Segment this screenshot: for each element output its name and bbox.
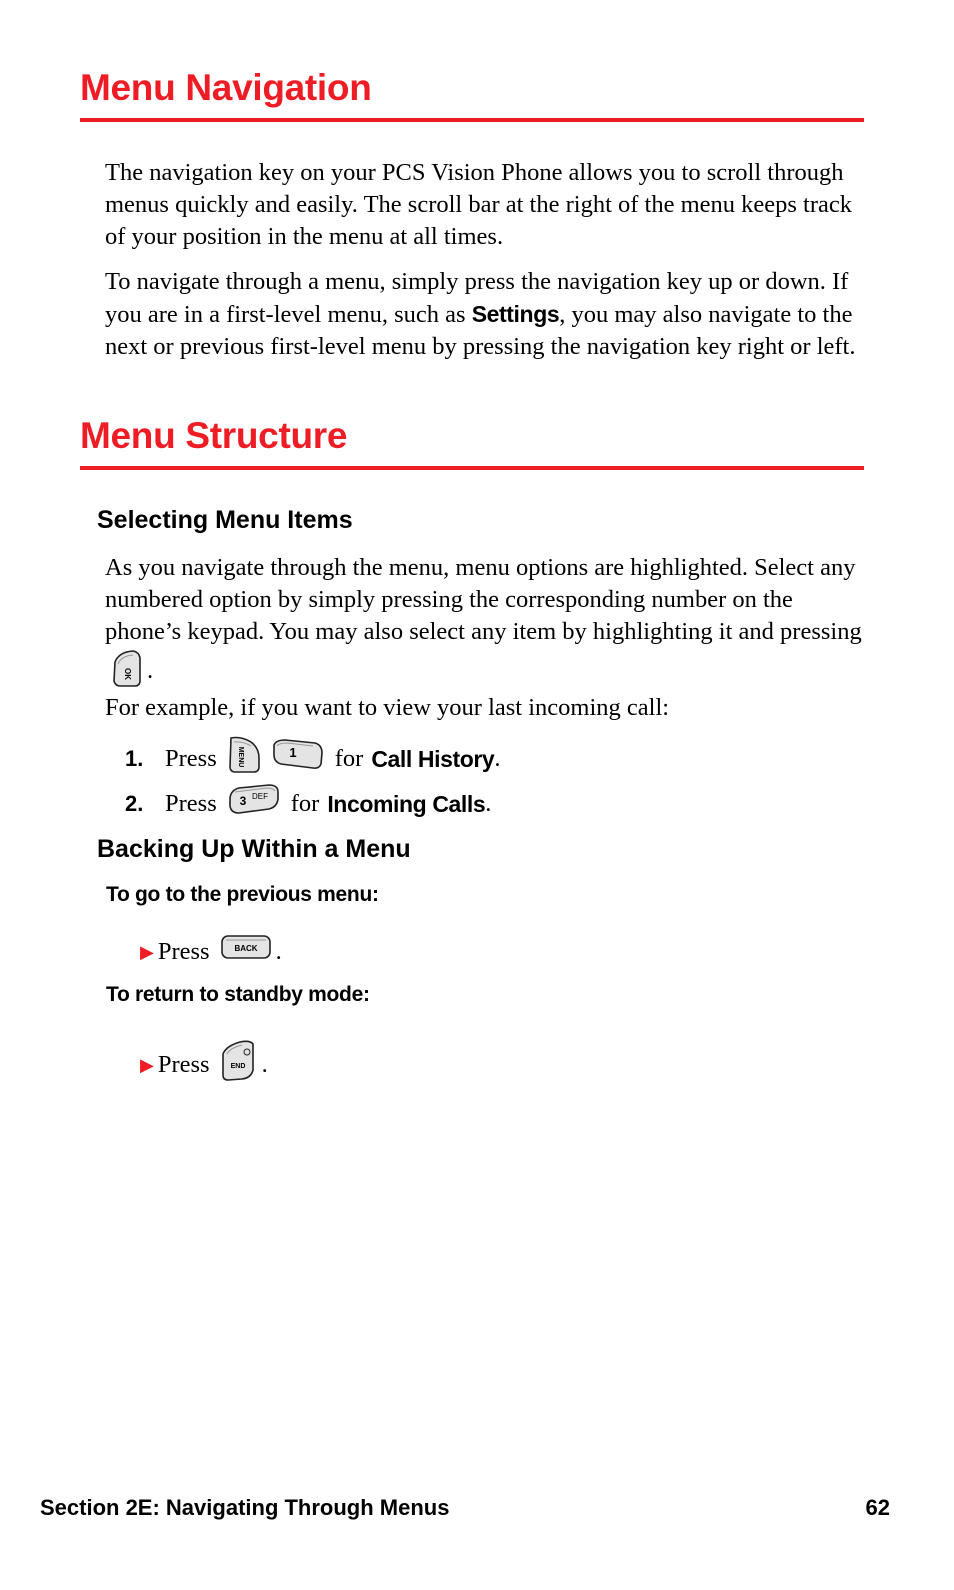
navigation-paragraph-1: The navigation key on your PCS Vision Phone allows you to scroll through menus quickly and easily. The scroll bar at the right of the menu keeps track of your position in the menu at all times. bbox=[105, 159, 853, 250]
key-3-icon bbox=[227, 782, 281, 825]
svg-text:OK: OK bbox=[123, 668, 132, 680]
svg-text:DEF: DEF bbox=[251, 792, 268, 801]
navigation-paragraph-2: To navigate through a menu, simply press the navigation key up or down. If you are in a first-level menu, such as Settings, you may also navigate to the next or previous first-level menu by pressing the navigation key right or left. bbox=[105, 268, 856, 360]
key-1-icon bbox=[271, 737, 325, 780]
step-number: 1. bbox=[125, 745, 144, 771]
heading-selecting-menu-items: Selecting Menu Items bbox=[97, 506, 353, 534]
page-footer bbox=[40, 1495, 890, 1521]
selecting-paragraph-1: As you navigate through the menu, menu options are highlighted. Select any numbered option by simply pressing the corresponding number on the phone’s keypad. You may also select any item by highlighting it and pressing OK . bbox=[105, 552, 865, 697]
red-triangle-bullet-icon: ▶ bbox=[140, 1054, 154, 1075]
section-title-menu-structure: Menu Structure bbox=[80, 414, 864, 470]
end-key-icon bbox=[220, 1038, 258, 1091]
settings-menu-name: Settings bbox=[471, 301, 560, 327]
footer-section-title: Section 2E: Navigating Through Menus bbox=[40, 1495, 450, 1520]
svg-text:1: 1 bbox=[289, 745, 297, 760]
svg-text:END: END bbox=[230, 1063, 245, 1070]
red-triangle-bullet-icon: ▶ bbox=[140, 941, 154, 962]
incoming-calls-menu-name: Incoming Calls bbox=[327, 790, 486, 817]
subheading-standby-mode: To return to standby mode: bbox=[106, 983, 370, 1006]
call-history-menu-name: Call History bbox=[371, 745, 495, 772]
step-number: 2. bbox=[125, 790, 144, 816]
page-number: 62 bbox=[865, 1495, 890, 1520]
ok-key-icon bbox=[109, 648, 143, 697]
bullet-press-back: ▶ Press BACK . bbox=[140, 933, 282, 970]
selecting-paragraph-2: For example, if you want to view your last incoming call: bbox=[105, 694, 670, 721]
heading-backing-up: Backing Up Within a Menu bbox=[97, 835, 411, 863]
menu-key-icon bbox=[227, 734, 263, 783]
bullet-press-end: ▶ Press END . bbox=[140, 1038, 268, 1091]
step-2: 2. Press 3 DEF for Incoming Calls . bbox=[125, 782, 491, 825]
subheading-previous-menu: To go to the previous menu: bbox=[106, 883, 379, 906]
svg-text:BACK: BACK bbox=[234, 944, 258, 953]
step-1: 1. Press MENU 1 for Call History . bbox=[125, 734, 500, 783]
svg-text:3: 3 bbox=[239, 794, 247, 808]
section-title-menu-navigation: Menu Navigation bbox=[80, 66, 864, 122]
back-key-icon bbox=[220, 933, 272, 970]
svg-text:MENU: MENU bbox=[236, 746, 244, 768]
